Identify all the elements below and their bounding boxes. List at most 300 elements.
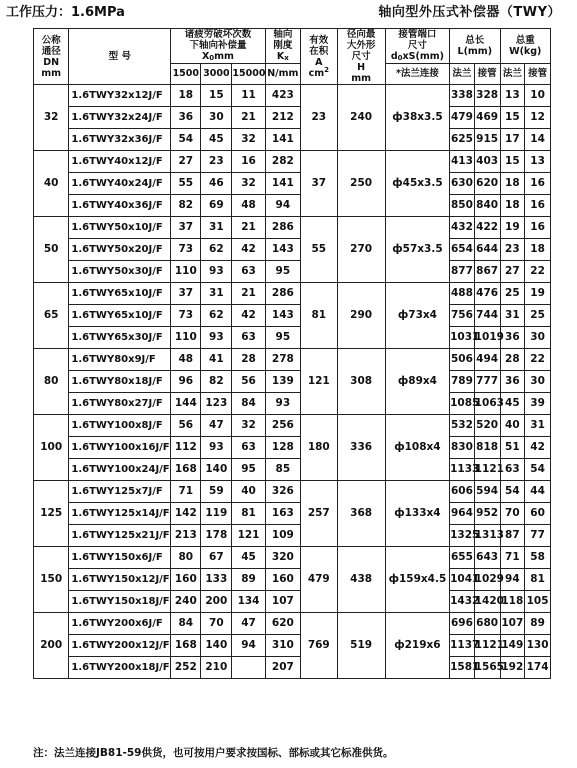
cell-length-flange: 413 — [450, 151, 475, 173]
cell-stiffness: 256 — [265, 415, 300, 437]
cell-comp-1500: 37 — [171, 283, 201, 305]
cell-area: 257 — [301, 481, 337, 547]
cell-length-flange: 1085 — [450, 393, 475, 415]
cell-comp-15000: 32 — [232, 129, 265, 151]
cell-length-flange: 1325 — [450, 525, 475, 547]
table-row — [34, 107, 551, 129]
cell-comp-1500: 73 — [171, 239, 201, 261]
cell-weight-flange: 45 — [500, 393, 525, 415]
cell-pipe-size: ф159x4.5 — [385, 547, 449, 613]
cell-length-pipe: 1121 — [474, 635, 500, 657]
cell-stiffness: 139 — [265, 371, 300, 393]
cell-comp-3000: 123 — [201, 393, 232, 415]
cell-weight-pipe: 25 — [525, 305, 551, 327]
col-weight-pipe: 接管 — [525, 63, 551, 84]
cell-weight-flange: 18 — [500, 195, 525, 217]
cell-comp-1500: 55 — [171, 173, 201, 195]
cell-comp-3000: 46 — [201, 173, 232, 195]
col-fatigue-15000: 15000 — [232, 63, 265, 84]
cell-model: 1.6TWY80x9J/F — [69, 349, 171, 371]
cell-weight-flange: 51 — [500, 437, 525, 459]
cell-comp-3000: 140 — [201, 635, 232, 657]
cell-length-flange: 850 — [450, 195, 475, 217]
cell-length-flange: 432 — [450, 217, 475, 239]
cell-weight-pipe: 14 — [525, 129, 551, 151]
cell-comp-15000: 89 — [232, 569, 265, 591]
cell-length-flange: 1133 — [450, 459, 475, 481]
table-row — [34, 239, 551, 261]
cell-weight-pipe: 22 — [525, 349, 551, 371]
cell-pipe-size: ф73x4 — [385, 283, 449, 349]
cell-weight-flange: 40 — [500, 415, 525, 437]
cell-dn: 125 — [34, 481, 69, 547]
cell-model: 1.6TWY40x12J/F — [69, 151, 171, 173]
cell-weight-flange: 87 — [500, 525, 525, 547]
table-row — [34, 151, 551, 173]
table-row — [34, 437, 551, 459]
col-area: 有效 在积 A $cm^2$ — [301, 29, 337, 85]
cell-length-flange: 606 — [450, 481, 475, 503]
cell-comp-3000: 41 — [201, 349, 232, 371]
cell-weight-pipe: 81 — [525, 569, 551, 591]
table-row — [34, 657, 551, 679]
cell-stiffness: 85 — [265, 459, 300, 481]
cell-length-pipe: 469 — [474, 107, 500, 129]
table-header — [34, 29, 551, 85]
cell-pipe-size: ф57x3.5 — [385, 217, 449, 283]
cell-comp-1500: 168 — [171, 459, 201, 481]
cell-length-flange: 655 — [450, 547, 475, 569]
cell-comp-15000: 45 — [232, 547, 265, 569]
cell-weight-flange: 13 — [500, 85, 525, 107]
cell-weight-flange: 15 — [500, 151, 525, 173]
cell-comp-15000: 21 — [232, 107, 265, 129]
cell-dn: 65 — [34, 283, 69, 349]
cell-weight-flange: 63 — [500, 459, 525, 481]
cell-weight-pipe: 130 — [525, 635, 551, 657]
cell-weight-pipe: 58 — [525, 547, 551, 569]
cell-length-pipe: 1121 — [474, 459, 500, 481]
cell-weight-flange: 94 — [500, 569, 525, 591]
cell-length-flange: 789 — [450, 371, 475, 393]
cell-weight-pipe: 22 — [525, 261, 551, 283]
cell-weight-pipe: 39 — [525, 393, 551, 415]
cell-comp-3000: 59 — [201, 481, 232, 503]
cell-stiffness: 160 — [265, 569, 300, 591]
cell-length-flange: 1432 — [450, 591, 475, 613]
cell-comp-3000: 119 — [201, 503, 232, 525]
table-row — [34, 503, 551, 525]
cell-length-pipe: 744 — [474, 305, 500, 327]
cell-dn: 200 — [34, 613, 69, 679]
cell-dn: 40 — [34, 151, 69, 217]
cell-stiffness: 128 — [265, 437, 300, 459]
cell-weight-pipe: 60 — [525, 503, 551, 525]
cell-stiffness: 326 — [265, 481, 300, 503]
cell-length-pipe: 777 — [474, 371, 500, 393]
cell-comp-15000: 42 — [232, 239, 265, 261]
col-fatigue: 诸疲劳破坏次数 下轴向补偿量 $X_0mm$ — [171, 29, 265, 64]
cell-length-flange: 1031 — [450, 327, 475, 349]
cell-model: 1.6TWY32x36J/F — [69, 129, 171, 151]
cell-comp-3000: 45 — [201, 129, 232, 151]
cell-comp-1500: 142 — [171, 503, 201, 525]
cell-comp-1500: 112 — [171, 437, 201, 459]
cell-comp-1500: 252 — [171, 657, 201, 679]
cell-length-pipe: 328 — [474, 85, 500, 107]
cell-weight-flange: 70 — [500, 503, 525, 525]
cell-stiffness: 286 — [265, 217, 300, 239]
cell-weight-pipe: 18 — [525, 239, 551, 261]
cell-stiffness: 143 — [265, 239, 300, 261]
specification-table — [33, 28, 551, 679]
table-row — [34, 569, 551, 591]
table-row — [34, 371, 551, 393]
table-row — [34, 129, 551, 151]
cell-length-flange: 506 — [450, 349, 475, 371]
cell-length-pipe: 1029 — [474, 569, 500, 591]
cell-comp-15000: 40 — [232, 481, 265, 503]
cell-model: 1.6TWY100x16J/F — [69, 437, 171, 459]
cell-model: 1.6TWY125x14J/F — [69, 503, 171, 525]
cell-stiffness: 212 — [265, 107, 300, 129]
col-length-pipe: 接管 — [474, 63, 500, 84]
cell-area: 37 — [301, 151, 337, 217]
cell-comp-15000: 21 — [232, 283, 265, 305]
cell-length-flange: 654 — [450, 239, 475, 261]
cell-weight-flange: 118 — [500, 591, 525, 613]
cell-comp-15000: 84 — [232, 393, 265, 415]
cell-model: 1.6TWY80x27J/F — [69, 393, 171, 415]
cell-area: 121 — [301, 349, 337, 415]
cell-stiffness: 310 — [265, 635, 300, 657]
cell-pipe-size: ф108x4 — [385, 415, 449, 481]
cell-comp-15000: 121 — [232, 525, 265, 547]
cell-weight-pipe: 30 — [525, 371, 551, 393]
cell-comp-3000: 67 — [201, 547, 232, 569]
cell-outer-diameter: 270 — [337, 217, 385, 283]
cell-comp-1500: 36 — [171, 107, 201, 129]
cell-outer-diameter: 336 — [337, 415, 385, 481]
cell-stiffness: 141 — [265, 173, 300, 195]
cell-weight-pipe: 174 — [525, 657, 551, 679]
table-row — [34, 525, 551, 547]
cell-length-flange: 625 — [450, 129, 475, 151]
cell-weight-pipe: 19 — [525, 283, 551, 305]
cell-dn: 80 — [34, 349, 69, 415]
cell-comp-1500: 27 — [171, 151, 201, 173]
cell-length-flange: 1041 — [450, 569, 475, 591]
cell-weight-flange: 107 — [500, 613, 525, 635]
cell-length-pipe: 840 — [474, 195, 500, 217]
cell-comp-3000: 31 — [201, 283, 232, 305]
cell-length-flange: 1137 — [450, 635, 475, 657]
cell-length-flange: 488 — [450, 283, 475, 305]
cell-comp-3000: 93 — [201, 261, 232, 283]
cell-length-pipe: 594 — [474, 481, 500, 503]
cell-comp-1500: 240 — [171, 591, 201, 613]
cell-dn: 100 — [34, 415, 69, 481]
cell-weight-pipe: 44 — [525, 481, 551, 503]
cell-comp-15000: 134 — [232, 591, 265, 613]
cell-weight-flange: 19 — [500, 217, 525, 239]
table-row — [34, 459, 551, 481]
cell-comp-15000: 47 — [232, 613, 265, 635]
cell-comp-1500: 56 — [171, 415, 201, 437]
cell-comp-1500: 82 — [171, 195, 201, 217]
cell-outer-diameter: 519 — [337, 613, 385, 679]
cell-model: 1.6TWY125x21J/F — [69, 525, 171, 547]
cell-model: 1.6TWY125x7J/F — [69, 481, 171, 503]
table-row — [34, 195, 551, 217]
cell-stiffness: 423 — [265, 85, 300, 107]
cell-comp-3000: 93 — [201, 437, 232, 459]
cell-comp-3000: 62 — [201, 305, 232, 327]
col-stiffness-unit: N/mm — [265, 63, 300, 84]
cell-comp-1500: 110 — [171, 261, 201, 283]
cell-length-pipe: 915 — [474, 129, 500, 151]
cell-comp-1500: 213 — [171, 525, 201, 547]
cell-comp-3000: 23 — [201, 151, 232, 173]
cell-model: 1.6TWY32x12J/F — [69, 85, 171, 107]
cell-weight-flange: 149 — [500, 635, 525, 657]
cell-weight-pipe: 105 — [525, 591, 551, 613]
table-row — [34, 481, 551, 503]
cell-length-pipe: 620 — [474, 173, 500, 195]
cell-comp-15000: 32 — [232, 173, 265, 195]
cell-comp-15000: 32 — [232, 415, 265, 437]
cell-comp-3000: 178 — [201, 525, 232, 547]
cell-comp-15000: 16 — [232, 151, 265, 173]
cell-length-flange: 696 — [450, 613, 475, 635]
cell-comp-3000: 15 — [201, 85, 232, 107]
cell-length-pipe: 952 — [474, 503, 500, 525]
col-length-flange: 法兰 — [450, 63, 475, 84]
table-row — [34, 393, 551, 415]
col-pipe-size: 接管端口 尺寸 $d_0xS(mm)$ — [385, 29, 449, 64]
cell-stiffness: 143 — [265, 305, 300, 327]
cell-weight-flange: 23 — [500, 239, 525, 261]
cell-dn: 150 — [34, 547, 69, 613]
cell-length-pipe: 1313 — [474, 525, 500, 547]
cell-comp-1500: 73 — [171, 305, 201, 327]
cell-model: 1.6TWY100x24J/F — [69, 459, 171, 481]
col-weight: 总重 W(kg) — [500, 29, 551, 64]
cell-length-pipe: 1019 — [474, 327, 500, 349]
cell-area: 55 — [301, 217, 337, 283]
cell-pipe-size: ф219x6 — [385, 613, 449, 679]
cell-comp-3000: 82 — [201, 371, 232, 393]
table-row — [34, 635, 551, 657]
cell-model: 1.6TWY200x6J/F — [69, 613, 171, 635]
cell-weight-pipe: 54 — [525, 459, 551, 481]
cell-stiffness: 282 — [265, 151, 300, 173]
cell-length-pipe: 1063 — [474, 393, 500, 415]
cell-weight-flange: 31 — [500, 305, 525, 327]
cell-length-pipe: 818 — [474, 437, 500, 459]
cell-comp-3000: 31 — [201, 217, 232, 239]
cell-weight-pipe: 16 — [525, 173, 551, 195]
cell-model: 1.6TWY200x18J/F — [69, 657, 171, 679]
cell-model: 1.6TWY65x10J/F — [69, 305, 171, 327]
cell-comp-1500: 144 — [171, 393, 201, 415]
col-length: 总长 L(mm) — [450, 29, 500, 64]
cell-length-pipe: 680 — [474, 613, 500, 635]
footnote: 注：法兰连接JB81-59供货，也可按用户要求按国标、部标或其它标准供货。 — [33, 747, 394, 759]
cell-stiffness: 141 — [265, 129, 300, 151]
cell-model: 1.6TWY80x18J/F — [69, 371, 171, 393]
cell-comp-3000: 30 — [201, 107, 232, 129]
cell-weight-flange: 15 — [500, 107, 525, 129]
col-fatigue-1500: 1500 — [171, 63, 201, 84]
cell-area: 479 — [301, 547, 337, 613]
cell-comp-15000: 81 — [232, 503, 265, 525]
cell-comp-3000: 140 — [201, 459, 232, 481]
cell-outer-diameter: 368 — [337, 481, 385, 547]
cell-weight-flange: 27 — [500, 261, 525, 283]
cell-model: 1.6TWY50x20J/F — [69, 239, 171, 261]
cell-model: 1.6TWY100x8J/F — [69, 415, 171, 437]
cell-weight-flange: 18 — [500, 173, 525, 195]
cell-weight-flange: 54 — [500, 481, 525, 503]
cell-comp-15000: 28 — [232, 349, 265, 371]
cell-length-pipe: 476 — [474, 283, 500, 305]
cell-length-flange: 830 — [450, 437, 475, 459]
cell-length-pipe: 494 — [474, 349, 500, 371]
cell-comp-15000: 95 — [232, 459, 265, 481]
cell-dn: 50 — [34, 217, 69, 283]
cell-weight-pipe: 30 — [525, 327, 551, 349]
cell-comp-15000: 63 — [232, 261, 265, 283]
cell-area: 180 — [301, 415, 337, 481]
cell-comp-1500: 71 — [171, 481, 201, 503]
cell-weight-pipe: 77 — [525, 525, 551, 547]
table-row — [34, 613, 551, 635]
col-fatigue-3000: 3000 — [201, 63, 232, 84]
cell-stiffness: 278 — [265, 349, 300, 371]
cell-stiffness: 286 — [265, 283, 300, 305]
cell-length-flange: 532 — [450, 415, 475, 437]
col-model: 型 号 — [69, 29, 171, 85]
cell-stiffness: 95 — [265, 261, 300, 283]
cell-comp-1500: 110 — [171, 327, 201, 349]
cell-comp-1500: 84 — [171, 613, 201, 635]
working-pressure-title: 工作压力：1.6MPa — [6, 5, 125, 20]
cell-comp-15000: 48 — [232, 195, 265, 217]
cell-model: 1.6TWY40x36J/F — [69, 195, 171, 217]
cell-area: 769 — [301, 613, 337, 679]
col-pipe-flange: *法兰连接 — [385, 63, 449, 84]
col-outer-diameter: 径向最 大外形 尺寸 H mm — [337, 29, 385, 85]
col-weight-flange: 法兰 — [500, 63, 525, 84]
cell-comp-1500: 80 — [171, 547, 201, 569]
cell-comp-1500: 48 — [171, 349, 201, 371]
cell-weight-flange: 36 — [500, 371, 525, 393]
table-row — [34, 547, 551, 569]
table-row — [34, 349, 551, 371]
cell-comp-3000: 62 — [201, 239, 232, 261]
cell-length-pipe: 422 — [474, 217, 500, 239]
cell-length-flange: 630 — [450, 173, 475, 195]
cell-model: 1.6TWY65x10J/F — [69, 283, 171, 305]
cell-weight-pipe: 12 — [525, 107, 551, 129]
cell-comp-1500: 37 — [171, 217, 201, 239]
cell-pipe-size: ф45x3.5 — [385, 151, 449, 217]
cell-outer-diameter: 290 — [337, 283, 385, 349]
table-row — [34, 415, 551, 437]
cell-stiffness: 109 — [265, 525, 300, 547]
cell-model: 1.6TWY150x6J/F — [69, 547, 171, 569]
cell-stiffness: 163 — [265, 503, 300, 525]
cell-comp-3000: 93 — [201, 327, 232, 349]
cell-weight-flange: 71 — [500, 547, 525, 569]
cell-comp-3000: 69 — [201, 195, 232, 217]
cell-comp-3000: 133 — [201, 569, 232, 591]
cell-stiffness: 207 — [265, 657, 300, 679]
cell-comp-1500: 160 — [171, 569, 201, 591]
cell-stiffness: 620 — [265, 613, 300, 635]
cell-comp-15000: 21 — [232, 217, 265, 239]
cell-weight-pipe: 13 — [525, 151, 551, 173]
cell-dn: 32 — [34, 85, 69, 151]
cell-outer-diameter: 438 — [337, 547, 385, 613]
cell-length-pipe: 1565 — [474, 657, 500, 679]
cell-pipe-size: ф133x4 — [385, 481, 449, 547]
table-row — [34, 305, 551, 327]
cell-comp-1500: 96 — [171, 371, 201, 393]
cell-length-flange: 964 — [450, 503, 475, 525]
cell-comp-15000: 94 — [232, 635, 265, 657]
col-stiffness: 轴向 刚度 $K_x$ — [265, 29, 300, 64]
cell-comp-15000: 42 — [232, 305, 265, 327]
cell-length-flange: 479 — [450, 107, 475, 129]
cell-comp-15000: 56 — [232, 371, 265, 393]
cell-stiffness: 94 — [265, 195, 300, 217]
cell-weight-flange: 28 — [500, 349, 525, 371]
cell-stiffness: 107 — [265, 591, 300, 613]
cell-comp-3000: 70 — [201, 613, 232, 635]
cell-weight-pipe: 31 — [525, 415, 551, 437]
cell-comp-1500: 18 — [171, 85, 201, 107]
cell-model: 1.6TWY50x10J/F — [69, 217, 171, 239]
cell-model: 1.6TWY150x18J/F — [69, 591, 171, 613]
cell-stiffness: 93 — [265, 393, 300, 415]
cell-comp-15000: 63 — [232, 327, 265, 349]
cell-comp-1500: 168 — [171, 635, 201, 657]
cell-length-pipe: 867 — [474, 261, 500, 283]
cell-length-pipe: 644 — [474, 239, 500, 261]
cell-weight-flange: 25 — [500, 283, 525, 305]
cell-pipe-size: ф38x3.5 — [385, 85, 449, 151]
cell-outer-diameter: 250 — [337, 151, 385, 217]
cell-length-pipe: 643 — [474, 547, 500, 569]
table-row — [34, 261, 551, 283]
cell-length-pipe: 403 — [474, 151, 500, 173]
cell-model: 1.6TWY65x30J/F — [69, 327, 171, 349]
table-row — [34, 591, 551, 613]
cell-comp-1500: 54 — [171, 129, 201, 151]
cell-comp-15000: 11 — [232, 85, 265, 107]
table-body — [34, 85, 551, 679]
cell-model: 1.6TWY40x24J/F — [69, 173, 171, 195]
cell-area: 23 — [301, 85, 337, 151]
cell-stiffness: 320 — [265, 547, 300, 569]
table-row — [34, 217, 551, 239]
table-row — [34, 85, 551, 107]
col-dn: 公称 通径 DN mm — [34, 29, 69, 85]
cell-model: 1.6TWY200x12J/F — [69, 635, 171, 657]
cell-weight-pipe: 89 — [525, 613, 551, 635]
